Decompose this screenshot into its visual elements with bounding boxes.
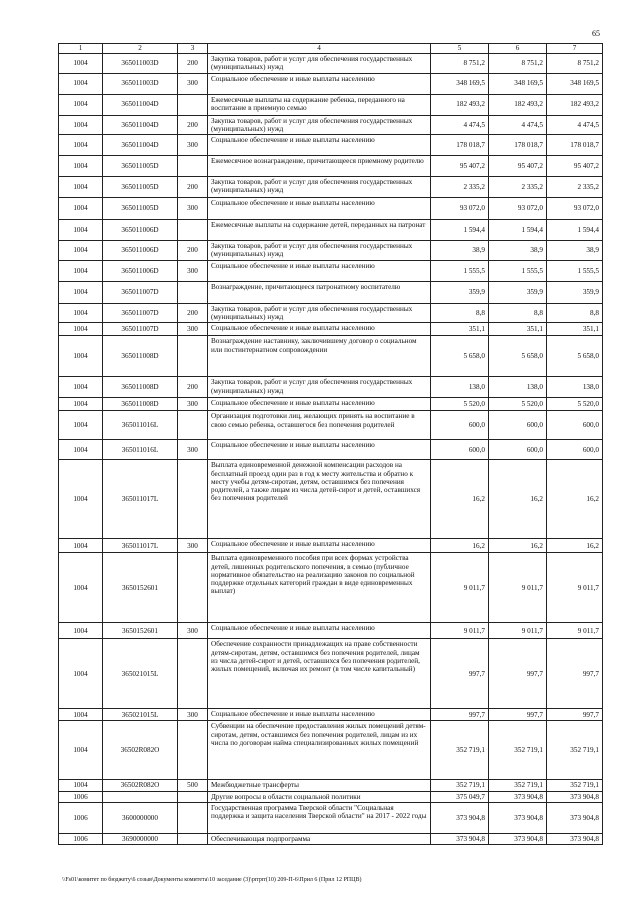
- table-cell-c6: 5 520,0: [489, 398, 547, 411]
- table-row: [59, 241, 603, 261]
- table-cell-c2: 365011003D: [103, 73, 178, 94]
- table-cell-c3: 300: [178, 260, 208, 281]
- table-cell-c7: 351,1: [547, 323, 603, 336]
- table-cell-c3: 200: [178, 115, 208, 135]
- table-cell-c7: 9 011,7: [547, 553, 603, 623]
- table-cell-c3: 200: [178, 377, 208, 398]
- table-cell-c3: [178, 336, 208, 377]
- table-cell-c2: 365021015L: [103, 639, 178, 709]
- table-cell-c5: 182 493,2: [431, 94, 489, 115]
- table-cell-c6: 359,9: [489, 281, 547, 303]
- table-cell-c1: 1004: [59, 303, 103, 323]
- table-row: [59, 833, 603, 844]
- table-cell-c1: 1006: [59, 833, 103, 844]
- table-cell-c2: 365011017L: [103, 539, 178, 553]
- table-cell-c6: 352 719,1: [489, 780, 547, 791]
- table-cell-c2: [103, 791, 178, 802]
- table-cell-c5: 5 520,0: [431, 398, 489, 411]
- table-cell-c5: 1 594,4: [431, 220, 489, 241]
- table-row: [59, 156, 603, 177]
- table-cell-c4: Закупка товаров, работ и услуг для обеспечения государственных (муниципальных) нужд: [208, 54, 431, 74]
- table-cell-c7: 8,8: [547, 303, 603, 323]
- table-cell-c2: 365011004D: [103, 115, 178, 135]
- table-cell-c4: Выплата единовременного пособия при всех формах устройства детей, лишенных родительского попечения, в семью (публичное нормативное обязательство на реализацию законов по социальной поддержке отдельных категорий граждан в виде единовременных выплат): [208, 553, 431, 623]
- table-cell-c3: [178, 791, 208, 802]
- table-cell-c3: 300: [178, 709, 208, 721]
- table-cell-c3: 300: [178, 440, 208, 460]
- table-cell-c2: 365011016L: [103, 411, 178, 440]
- table-cell-c3: 500: [178, 780, 208, 791]
- table-cell-c6: 95 407,2: [489, 156, 547, 177]
- table-cell-c1: 1004: [59, 780, 103, 791]
- table-cell-c6: 600,0: [489, 411, 547, 440]
- table-cell-c4: Вознаграждение наставнику, заключившему договор о социальном или постинтернатном сопровождении: [208, 336, 431, 377]
- table-cell-c1: 1004: [59, 177, 103, 198]
- table-cell-c1: 1006: [59, 791, 103, 802]
- table-cell-c1: 1004: [59, 115, 103, 135]
- table-cell-c1: 1004: [59, 54, 103, 74]
- table-cell-c1: 1004: [59, 460, 103, 539]
- table-cell-c5: 8,8: [431, 303, 489, 323]
- table-cell-c1: 1004: [59, 156, 103, 177]
- table-cell-c5: 138,0: [431, 377, 489, 398]
- table-cell-c1: 1004: [59, 553, 103, 623]
- table-row: [59, 398, 603, 411]
- table-cell-c3: [178, 553, 208, 623]
- table-cell-c2: 3650152601: [103, 553, 178, 623]
- table-row: [59, 539, 603, 553]
- table-cell-c4: Закупка товаров, работ и услуг для обеспечения государственных (муниципальных) нужд: [208, 177, 431, 198]
- table-cell-c3: 300: [178, 539, 208, 553]
- header-col-7: 7: [547, 44, 603, 54]
- table-cell-c4: Обеспечение сохранности принадлежащих на праве собственности детям-сиротам, детям, оставшимся без попечения родителей, лицам из числа детей-сирот и детей, оставшихся без попечения родителей, жилых помещений, включая их ремонт (в том числе капитальный): [208, 639, 431, 709]
- table-cell-c2: 36502R082O: [103, 721, 178, 780]
- table-cell-c4: Закупка товаров, работ и услуг для обеспечения государственных (муниципальных) нужд: [208, 303, 431, 323]
- table-cell-c4: Социальное обеспечение и иные выплаты населению: [208, 260, 431, 281]
- table-cell-c3: [178, 802, 208, 833]
- header-col-2: 2: [103, 44, 178, 54]
- footer-file-path: \\Fs01\комитет по бюджету\6 созыв\Документы комитета\10 заседание (3)\prrprr(10) 209-П-6\Прил 6 (Прил 12 РПЦВ): [62, 877, 362, 883]
- table-cell-c5: 997,7: [431, 709, 489, 721]
- table-cell-c6: 2 335,2: [489, 177, 547, 198]
- table-cell-c2: 36502R082O: [103, 780, 178, 791]
- table-row: [59, 623, 603, 639]
- table-row: [59, 54, 603, 74]
- table-cell-c7: 373 904,8: [547, 791, 603, 802]
- table-cell-c1: 1004: [59, 411, 103, 440]
- table-row: [59, 336, 603, 377]
- table-cell-c1: 1006: [59, 802, 103, 833]
- table-cell-c6: 9 011,7: [489, 623, 547, 639]
- table-cell-c2: 365011007D: [103, 303, 178, 323]
- table-cell-c1: 1004: [59, 135, 103, 156]
- table-cell-c3: 300: [178, 198, 208, 220]
- page-number: 65: [592, 29, 600, 38]
- table-cell-c3: 200: [178, 241, 208, 261]
- table-cell-c3: 200: [178, 303, 208, 323]
- table-cell-c6: 5 658,0: [489, 336, 547, 377]
- table-row: [59, 721, 603, 780]
- table-cell-c6: 373 904,8: [489, 833, 547, 844]
- table-cell-c1: 1004: [59, 539, 103, 553]
- table-cell-c2: 365011004D: [103, 94, 178, 115]
- table-cell-c7: 95 407,2: [547, 156, 603, 177]
- table-cell-c5: 5 658,0: [431, 336, 489, 377]
- header-col-6: 6: [489, 44, 547, 54]
- table-cell-c6: 8,8: [489, 303, 547, 323]
- table-cell-c6: 178 018,7: [489, 135, 547, 156]
- header-col-4: 4: [208, 44, 431, 54]
- table-cell-c2: 365011007D: [103, 323, 178, 336]
- table-cell-c6: 348 169,5: [489, 73, 547, 94]
- table-row: [59, 260, 603, 281]
- table-cell-c6: 997,7: [489, 709, 547, 721]
- table-cell-c1: 1004: [59, 73, 103, 94]
- table-cell-c1: 1004: [59, 281, 103, 303]
- budget-table: [58, 43, 603, 845]
- table-row: [59, 281, 603, 303]
- table-cell-c7: 8 751,2: [547, 54, 603, 74]
- table-cell-c5: 16,2: [431, 460, 489, 539]
- table-cell-c4: Социальное обеспечение и иные выплаты населению: [208, 539, 431, 553]
- table-cell-c6: 373 904,8: [489, 802, 547, 833]
- table-cell-c5: 373 904,8: [431, 802, 489, 833]
- table-cell-c2: 3690000000: [103, 833, 178, 844]
- table-cell-c6: 1 555,5: [489, 260, 547, 281]
- table-cell-c3: 300: [178, 623, 208, 639]
- table-cell-c1: 1004: [59, 440, 103, 460]
- table-cell-c3: [178, 94, 208, 115]
- table-cell-c3: 300: [178, 135, 208, 156]
- table-cell-c2: 365011005D: [103, 198, 178, 220]
- table-row: [59, 303, 603, 323]
- table-row: [59, 94, 603, 115]
- table-cell-c3: 300: [178, 323, 208, 336]
- table-cell-c4: Организация подготовки лиц, желающих принять на воспитание в свою семью ребенка, оставшегося без попечения родителей: [208, 411, 431, 440]
- table-row: [59, 323, 603, 336]
- table-cell-c5: 95 407,2: [431, 156, 489, 177]
- header-col-3: 3: [178, 44, 208, 54]
- table-cell-c2: 365011008D: [103, 377, 178, 398]
- table-row: [59, 135, 603, 156]
- table-cell-c7: 93 072,0: [547, 198, 603, 220]
- table-cell-c4: Закупка товаров, работ и услуг для обеспечения государственных (муниципальных) нужд: [208, 241, 431, 261]
- table-cell-c2: 365011007D: [103, 281, 178, 303]
- header-col-5: 5: [431, 44, 489, 54]
- table-cell-c1: 1004: [59, 709, 103, 721]
- table-row: [59, 780, 603, 791]
- header-col-1: 1: [59, 44, 103, 54]
- table-cell-c5: 348 169,5: [431, 73, 489, 94]
- table-cell-c7: 2 335,2: [547, 177, 603, 198]
- table-cell-c5: 352 719,1: [431, 780, 489, 791]
- table-cell-c7: 352 719,1: [547, 780, 603, 791]
- table-cell-c2: 365011006D: [103, 220, 178, 241]
- table-cell-c5: 351,1: [431, 323, 489, 336]
- table-cell-c5: 9 011,7: [431, 623, 489, 639]
- table-cell-c6: 4 474,5: [489, 115, 547, 135]
- table-cell-c1: 1004: [59, 94, 103, 115]
- table-cell-c1: 1004: [59, 721, 103, 780]
- table-row: [59, 639, 603, 709]
- table-cell-c3: 300: [178, 398, 208, 411]
- table-cell-c7: 373 904,8: [547, 833, 603, 844]
- table-row: [59, 802, 603, 833]
- table-cell-c6: 16,2: [489, 539, 547, 553]
- table-cell-c3: [178, 281, 208, 303]
- table-cell-c7: 600,0: [547, 440, 603, 460]
- table-cell-c3: 200: [178, 54, 208, 74]
- table-row: [59, 73, 603, 94]
- table-cell-c5: 93 072,0: [431, 198, 489, 220]
- table-cell-c7: 997,7: [547, 639, 603, 709]
- table-cell-c5: 9 011,7: [431, 553, 489, 623]
- table-cell-c5: 178 018,7: [431, 135, 489, 156]
- table-cell-c4: Социальное обеспечение и иные выплаты населению: [208, 73, 431, 94]
- table-cell-c4: Закупка товаров, работ и услуг для обеспечения государственных (муниципальных) нужд: [208, 115, 431, 135]
- table-row: [59, 377, 603, 398]
- table-cell-c6: 351,1: [489, 323, 547, 336]
- table-cell-c7: 600,0: [547, 411, 603, 440]
- table-cell-c2: 3600000000: [103, 802, 178, 833]
- table-cell-c3: [178, 411, 208, 440]
- table-cell-c7: 1 594,4: [547, 220, 603, 241]
- table-cell-c4: Социальное обеспечение и иные выплаты населению: [208, 198, 431, 220]
- table-cell-c5: 373 904,8: [431, 833, 489, 844]
- table-cell-c5: 600,0: [431, 440, 489, 460]
- table-cell-c4: Социальное обеспечение и иные выплаты населению: [208, 398, 431, 411]
- table-cell-c5: 4 474,5: [431, 115, 489, 135]
- table-row: [59, 553, 603, 623]
- table-cell-c2: 365011006D: [103, 260, 178, 281]
- table-row: [59, 709, 603, 721]
- table-cell-c7: 348 169,5: [547, 73, 603, 94]
- table-cell-c5: 600,0: [431, 411, 489, 440]
- table-cell-c7: 4 474,5: [547, 115, 603, 135]
- table-cell-c6: 16,2: [489, 460, 547, 539]
- table-cell-c4: Социальное обеспечение и иные выплаты населению: [208, 440, 431, 460]
- table-cell-c4: Ежемесячное вознаграждение, причитающееся приемному родителю: [208, 156, 431, 177]
- table-cell-c6: 1 594,4: [489, 220, 547, 241]
- table-cell-c6: 182 493,2: [489, 94, 547, 115]
- table-body: [59, 54, 603, 845]
- table-cell-c7: 16,2: [547, 460, 603, 539]
- table-cell-c7: 9 011,7: [547, 623, 603, 639]
- table-cell-c7: 359,9: [547, 281, 603, 303]
- table-row: [59, 411, 603, 440]
- table-cell-c1: 1004: [59, 220, 103, 241]
- table-cell-c3: [178, 833, 208, 844]
- table-cell-c4: Выплата единовременной денежной компенсации расходов на бесплатный проезд один раз в год к месту жительства и обратно к месту учебы детям-сиротам, детям, оставшимся без попечения родителей, а также лицам из числа детей-сирот и детей, оставшихся без попечения родителей: [208, 460, 431, 539]
- table-cell-c7: 352 719,1: [547, 721, 603, 780]
- table-cell-c3: [178, 156, 208, 177]
- table-cell-c5: 16,2: [431, 539, 489, 553]
- table-cell-c6: 373 904,8: [489, 791, 547, 802]
- table-cell-c6: 997,7: [489, 639, 547, 709]
- table-cell-c2: 365011008D: [103, 398, 178, 411]
- table-row: [59, 440, 603, 460]
- table-cell-c5: 1 555,5: [431, 260, 489, 281]
- table-row: [59, 220, 603, 241]
- table-cell-c3: [178, 460, 208, 539]
- table-cell-c7: 373 904,8: [547, 802, 603, 833]
- table-cell-c7: 1 555,5: [547, 260, 603, 281]
- table-cell-c4: Социальное обеспечение и иные выплаты населению: [208, 135, 431, 156]
- table-cell-c3: [178, 220, 208, 241]
- table-row: [59, 460, 603, 539]
- table-cell-c6: 38,9: [489, 241, 547, 261]
- table-cell-c6: 8 751,2: [489, 54, 547, 74]
- table-cell-c4: Другие вопросы в области социальной политики: [208, 791, 431, 802]
- table-cell-c2: 365011008D: [103, 336, 178, 377]
- table-cell-c7: 178 018,7: [547, 135, 603, 156]
- table-cell-c1: 1004: [59, 398, 103, 411]
- table-cell-c4: Ежемесячные выплаты на содержание ребенка, переданного на воспитание в приемную семью: [208, 94, 431, 115]
- table-cell-c5: 352 719,1: [431, 721, 489, 780]
- table-cell-c6: 352 719,1: [489, 721, 547, 780]
- table-cell-c2: 365011005D: [103, 177, 178, 198]
- table-cell-c6: 93 072,0: [489, 198, 547, 220]
- table-cell-c4: Закупка товаров, работ и услуг для обеспечения государственных (муниципальных) нужд: [208, 377, 431, 398]
- table-row: [59, 791, 603, 802]
- table-cell-c1: 1004: [59, 241, 103, 261]
- table-cell-c1: 1004: [59, 260, 103, 281]
- table-cell-c3: [178, 639, 208, 709]
- table-cell-c4: Государственная программа Тверской области "Социальная поддержка и защита населения Тверской области" на 2017 - 2022 годы: [208, 802, 431, 833]
- table-cell-c5: 2 335,2: [431, 177, 489, 198]
- table-cell-c1: 1004: [59, 323, 103, 336]
- table-cell-c5: 375 049,7: [431, 791, 489, 802]
- table-row: [59, 177, 603, 198]
- table-cell-c4: Социальное обеспечение и иные выплаты населению: [208, 709, 431, 721]
- table-cell-c2: 365021015L: [103, 709, 178, 721]
- table-cell-c4: Межбюджетные трансферты: [208, 780, 431, 791]
- table-cell-c5: 997,7: [431, 639, 489, 709]
- table-cell-c2: 365011005D: [103, 156, 178, 177]
- table-cell-c6: 600,0: [489, 440, 547, 460]
- table-cell-c5: 38,9: [431, 241, 489, 261]
- table-cell-c1: 1004: [59, 639, 103, 709]
- table-cell-c7: 5 658,0: [547, 336, 603, 377]
- table-cell-c7: 997,7: [547, 709, 603, 721]
- table-cell-c7: 38,9: [547, 241, 603, 261]
- table-cell-c6: 138,0: [489, 377, 547, 398]
- table-header-row: [59, 44, 603, 54]
- table-cell-c2: 365011004D: [103, 135, 178, 156]
- table-row: [59, 198, 603, 220]
- table-cell-c7: 5 520,0: [547, 398, 603, 411]
- table-cell-c4: Субвенции на обеспечение предоставления жилых помещений детям-сиротам, детям, оставшимся без попечения родителей, лицам из их числа по договорам найма специализированных жилых помещений: [208, 721, 431, 780]
- table-cell-c7: 182 493,2: [547, 94, 603, 115]
- table-cell-c1: 1004: [59, 377, 103, 398]
- table-cell-c2: 365011003D: [103, 54, 178, 74]
- table-cell-c5: 359,9: [431, 281, 489, 303]
- table-cell-c4: Социальное обеспечение и иные выплаты населению: [208, 323, 431, 336]
- table-row: [59, 115, 603, 135]
- table-cell-c2: 3650152601: [103, 623, 178, 639]
- table-cell-c7: 138,0: [547, 377, 603, 398]
- table-cell-c5: 8 751,2: [431, 54, 489, 74]
- table-cell-c4: Вознаграждение, причитающееся патронатному воспитателю: [208, 281, 431, 303]
- table-cell-c3: 300: [178, 73, 208, 94]
- table-cell-c1: 1004: [59, 336, 103, 377]
- table-cell-c4: Ежемесячные выплаты на содержание детей, переданных на патронат: [208, 220, 431, 241]
- table-cell-c1: 1004: [59, 623, 103, 639]
- table-cell-c6: 9 011,7: [489, 553, 547, 623]
- table-cell-c3: [178, 721, 208, 780]
- table-cell-c4: Обеспечивающая подпрограмма: [208, 833, 431, 844]
- table-cell-c4: Социальное обеспечение и иные выплаты населению: [208, 623, 431, 639]
- table-cell-c1: 1004: [59, 198, 103, 220]
- table-cell-c2: 365011017L: [103, 460, 178, 539]
- table-cell-c2: 365011006D: [103, 241, 178, 261]
- table-cell-c3: 200: [178, 177, 208, 198]
- table-cell-c7: 16,2: [547, 539, 603, 553]
- table-cell-c2: 365011016L: [103, 440, 178, 460]
